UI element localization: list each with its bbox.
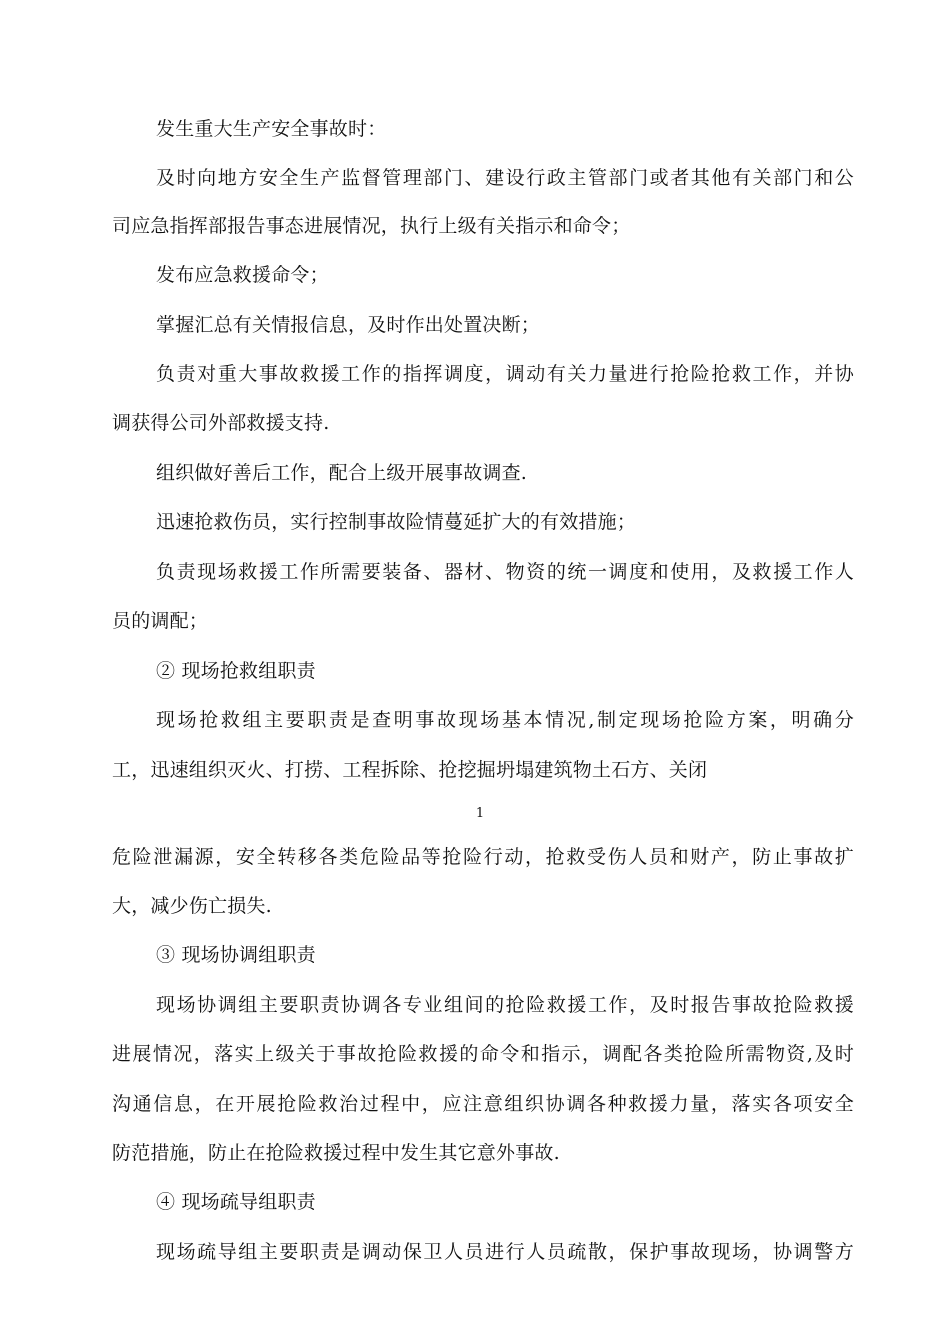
paragraph-line: 发生重大生产安全事故时： <box>156 118 387 140</box>
page-number: 1 <box>475 806 485 821</box>
paragraph-line: 负责现场救援工作所需要装备、器材、物资的统一调度和使用，及救援工作人 <box>156 561 854 583</box>
section-heading: ③ 现场协调组职责 <box>156 944 316 966</box>
paragraph-line: 发布应急救援命令； <box>156 264 329 286</box>
section-heading: ② 现场抢救组职责 <box>156 660 316 682</box>
paragraph-line: 迅速抢救伤员，实行控制事故险情蔓延扩大的有效措施； <box>156 511 637 533</box>
paragraph-line: 负责对重大事故救援工作的指挥调度，调动有关力量进行抢险抢救工作，并协 <box>156 363 854 385</box>
paragraph-line: 司应急指挥部报告事态进展情况，执行上级有关指示和命令； <box>112 215 631 237</box>
paragraph-line: 大，减少伤亡损失. <box>112 895 272 917</box>
paragraph-line: 掌握汇总有关情报信息，及时作出处置决断； <box>156 314 541 336</box>
paragraph-line: 进展情况，落实上级关于事故抢险救援的命令和指示，调配各类抢险所需物资,及时 <box>112 1043 854 1065</box>
section-heading: ④ 现场疏导组职责 <box>156 1191 316 1213</box>
paragraph-line: 现场抢救组主要职责是查明事故现场基本情况,制定现场抢险方案，明确分 <box>156 709 854 731</box>
paragraph-line: 沟通信息，在开展抢险救治过程中，应注意组织协调各种救援力量，落实各项安全 <box>112 1093 854 1115</box>
paragraph-line: 及时向地方安全生产监督管理部门、建设行政主管部门或者其他有关部门和公 <box>156 167 854 189</box>
paragraph-line: 组织做好善后工作，配合上级开展事故调查. <box>156 462 528 484</box>
paragraph-line: 防范措施，防止在抢险救援过程中发生其它意外事故. <box>112 1142 560 1164</box>
paragraph-line: 工，迅速组织灭火、打捞、工程拆除、抢挖掘坍塌建筑物土石方、关闭 <box>112 759 708 781</box>
paragraph-line: 现场协调组主要职责协调各专业组间的抢险救援工作，及时报告事故抢险救援 <box>156 994 854 1016</box>
paragraph-line: 危险泄漏源，安全转移各类危险品等抢险行动，抢救受伤人员和财产，防止事故扩 <box>112 846 854 868</box>
paragraph-line: 员的调配； <box>112 610 209 632</box>
paragraph-line: 现场疏导组主要职责是调动保卫人员进行人员疏散，保护事故现场，协调警方 <box>156 1241 854 1263</box>
paragraph-line: 调获得公司外部救援支持. <box>112 412 330 434</box>
